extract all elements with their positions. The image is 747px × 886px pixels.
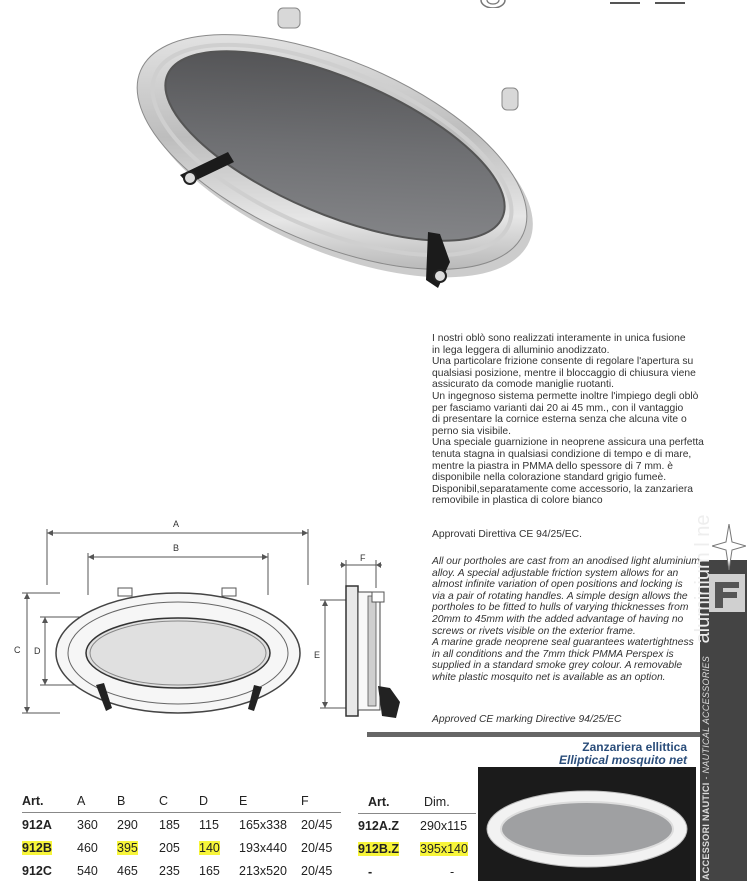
description-line: di presentare la cornice esterna senza che alcuna vite o [432, 414, 687, 426]
table-row [358, 860, 476, 883]
table-cell: 912A [22, 817, 52, 832]
table-cell-highlighted: 912B.Z [358, 841, 399, 856]
table-cell-highlighted: 912B [22, 840, 52, 855]
table-cell: 213x520 [239, 863, 287, 878]
table-row [22, 859, 341, 882]
table-cell-highlighted: 395x140 [420, 841, 468, 856]
column-header: Art. [368, 794, 390, 809]
column-header: Art. [22, 794, 44, 808]
column-header: B [117, 794, 126, 808]
column-header: F [301, 794, 309, 808]
description-line: portholes to be fitted to hulls of varying thicknesses from [432, 602, 689, 614]
description-line: removibile in plastica di colore bianco [432, 495, 603, 507]
table-cell: 165x338 [239, 817, 287, 832]
column-header: Dim. [424, 794, 450, 809]
dim-label-c: C [14, 645, 21, 655]
description-line: via a pair of rotating handles. A simple design allows the [432, 590, 688, 602]
mosquito-net-heading [559, 741, 687, 767]
dim-label-f: F [360, 553, 366, 563]
column-header: E [239, 794, 248, 808]
mosquito-net-photo [478, 767, 696, 881]
side-view-drawing [318, 548, 408, 723]
front-view-drawing [10, 515, 330, 725]
description-italian [432, 333, 717, 507]
table-row [358, 814, 476, 837]
table-cell: 165 [199, 863, 220, 878]
table-cell: 290 [117, 817, 138, 832]
mosquito-net-table [358, 790, 476, 883]
column-header: C [159, 794, 169, 808]
description-line: disponibile nella colorazione standard grigio fumeè. [432, 472, 667, 484]
description-line: almost infinite variation of open positions and locking is [432, 579, 683, 591]
description-line: All our portholes are cast from an anodised light aluminium [432, 556, 700, 567]
dim-label-a: A [173, 519, 180, 529]
description-line: in all conditions and the 7mm thick PMMA Perspex is [432, 648, 674, 660]
table-cell: 235 [159, 863, 180, 878]
table-header-row [22, 790, 341, 812]
table-cell: 205 [159, 840, 180, 855]
approval-italian: Approvati Direttiva CE 94/25/EC. [432, 529, 582, 540]
table-cell: 20/45 [301, 817, 333, 832]
description-line: per fasciamo varianti dai 20 ai 45 mm., con il vantaggio [432, 402, 684, 414]
table-row [22, 836, 341, 859]
description-line: assicurato da comode maniglie ruotanti. [432, 379, 615, 391]
brand-line-name: aluminium l ne [692, 514, 714, 644]
compass-star-icon [712, 524, 746, 570]
description-line: 20mm to 45mm with the added advantage of having no [432, 613, 684, 625]
table-cell: 115 [199, 817, 219, 832]
description-line: qualsiasi posizione, mentre il bloccaggio di chiusura viene [432, 367, 696, 379]
mosquito-title-english: Elliptical mosquito net [558, 753, 687, 767]
description-line: Disponibil,separatamente come accessorio, la zanzariera [432, 483, 693, 495]
table-cell: 20/45 [301, 840, 333, 855]
table-header-row [358, 790, 476, 813]
dim-label-e: E [314, 650, 321, 660]
description-line: Un ingegnoso sistema permette inoltre l'impiego degli oblò [432, 390, 699, 402]
table-cell: 912C [22, 863, 52, 878]
table-row [22, 813, 341, 836]
table-cell: 290x115 [420, 818, 468, 833]
description-line: supplied in a standard smoke grey colour. A removable [432, 660, 683, 672]
table-cell: 465 [117, 863, 138, 878]
table-cell-highlighted: 140 [199, 840, 220, 855]
table-row [358, 837, 476, 860]
top-decor-line [610, 2, 640, 4]
table-cell: 20/45 [301, 863, 333, 878]
table-cell: - [368, 864, 373, 879]
column-header: A [77, 794, 86, 808]
description-english [432, 556, 717, 684]
description-line: perno sia visibile. [432, 425, 511, 437]
mosquito-title-italian: Zanzariera ellittica [582, 740, 687, 754]
dim-label-d: D [34, 646, 41, 656]
column-header: D [199, 794, 209, 808]
description-line: Una particolare frizione consente di regolare l'apertura su [432, 356, 694, 368]
description-line: white plastic mosquito net is available as an option. [432, 671, 666, 683]
brand-tagline: ACCESSORI NAUTICI [701, 782, 711, 880]
table-cell: 540 [77, 863, 98, 878]
dim-label-b: B [173, 543, 180, 553]
table-cell: 912A.Z [358, 818, 399, 833]
approval-english: Approved CE marking Directive 94/25/EC [432, 714, 622, 725]
porthole-photo [110, 0, 540, 310]
description-line: Una speciale guarnizione in neoprene assicura una perfetta [432, 437, 704, 449]
description-line: mentre la piastra in PMMA dello spessore di 7 mm. è [432, 460, 673, 472]
description-line: alloy. A special adjustable friction system allows for an [432, 567, 679, 579]
table-cell-highlighted: 395 [117, 840, 138, 855]
table-cell: 193x440 [239, 840, 287, 855]
dimensions-table [22, 790, 341, 882]
description-line: in lega leggera di alluminio anodizzato. [432, 344, 610, 356]
table-cell: - [450, 864, 455, 879]
description-line: tenuta stagna in qualsiasi condizione di tempo e di mare, [432, 448, 692, 460]
table-cell: 185 [159, 817, 180, 832]
description-line: screws or rivets visible on the exterior frame. [432, 625, 636, 637]
brand-tagline-italic: - NAUTICAL ACCESSORIES [701, 655, 711, 783]
description-line: I nostri oblò sono realizzati interamente in unica fusione [432, 333, 686, 344]
top-decor-line [655, 2, 685, 4]
description-line: A marine grade neoprene seal guarantees watertightness [432, 637, 694, 649]
table-cell: 360 [77, 817, 98, 832]
section-divider [367, 732, 743, 737]
table-cell: 460 [77, 840, 98, 855]
